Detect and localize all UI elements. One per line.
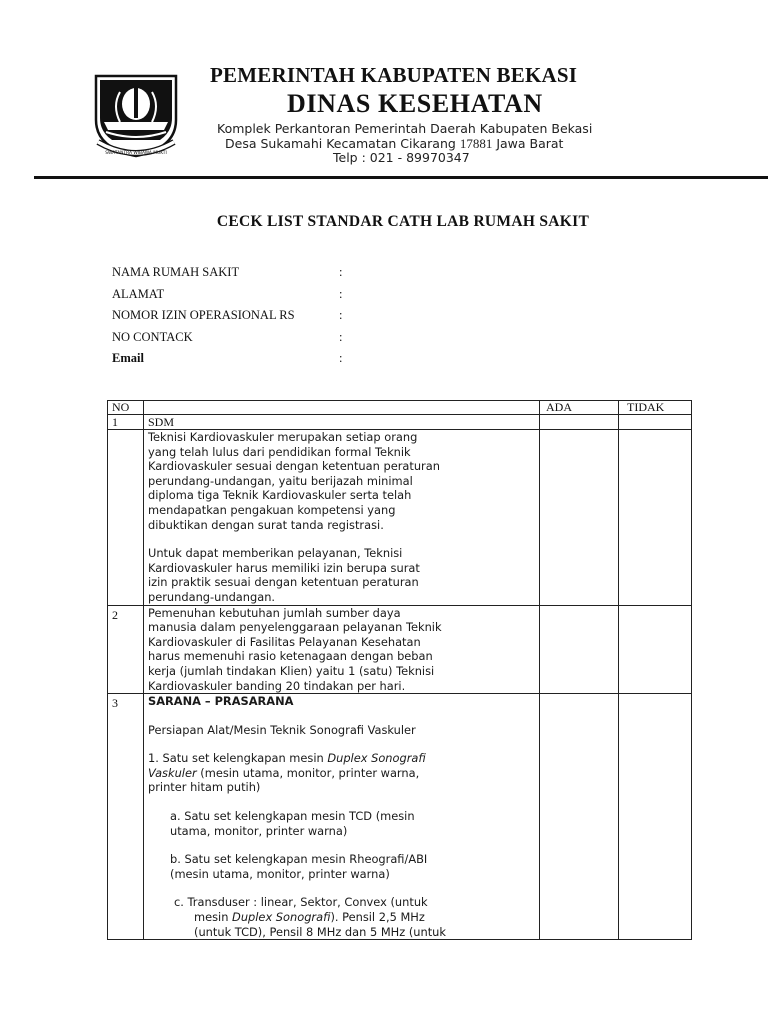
kop-government-name: PEMERINTAH KABUPATEN BEKASI: [210, 63, 578, 87]
table-row: [108, 430, 692, 606]
form-separator: :: [339, 265, 343, 279]
table-row: [108, 605, 692, 694]
form-separator: :: [339, 351, 343, 365]
section-title-sarana: SARANA – PRASARANA: [148, 694, 294, 709]
text-line: Kardiovaskuler di Fasilitas Pelayanan Kesehatan: [148, 634, 421, 649]
check-tidak-cell[interactable]: [619, 605, 692, 694]
check-ada-cell[interactable]: [540, 415, 619, 430]
kop-address-province: Jawa Barat: [496, 136, 564, 151]
text-line: Kardiovaskuler harus memiliki izin berupa surat: [148, 560, 420, 575]
letterhead-divider: [34, 176, 768, 179]
requirement-text: [144, 694, 540, 940]
form-row-email: [112, 351, 512, 373]
header-tidak: TIDAK: [619, 401, 692, 415]
form-label: ALAMAT: [112, 286, 165, 301]
section-title-sdm: SDM: [144, 415, 540, 430]
kop-agency-name: DINAS KESEHATAN: [287, 89, 543, 118]
table-row: [108, 415, 692, 430]
text-line: yang telah lulus dari pendidikan formal Teknik: [148, 444, 411, 459]
text-line: b. Satu set kelengkapan mesin Rheografi/ABI: [170, 852, 428, 867]
table-row: [108, 694, 692, 940]
text-line: Pemenuhan kebutuhan jumlah sumber daya: [148, 605, 401, 620]
text-line: manusia dalam penyelenggaraan pelayanan Teknik: [148, 620, 442, 635]
form-row-hospital-name: [112, 265, 512, 287]
form-row-license: [112, 308, 512, 330]
text-line: perundang-undangan, yaitu berijazah minimal: [148, 473, 413, 488]
kop-phone: Telp : 021 - 89970347: [333, 150, 470, 165]
header-no: NO: [108, 401, 144, 415]
form-label: NAMA RUMAH SAKIT: [112, 265, 240, 279]
text-line: Kardiovaskuler banding 20 tindakan per hari.: [148, 678, 406, 693]
form-row-contact: [112, 330, 512, 352]
text-fragment-italic: Vaskuler: [148, 765, 197, 780]
row-number: 2: [108, 605, 144, 694]
bekasi-crest-icon: [90, 70, 182, 160]
text-line: mendapatkan pengakuan kompetensi yang: [148, 502, 396, 517]
text-fragment: ). Pensil 2,5 MHz: [330, 910, 425, 925]
text-line: diploma tiga Teknik Kardiovaskuler serta telah: [148, 488, 412, 503]
text-line: izin praktik sesuai dengan ketentuan peraturan: [148, 575, 419, 590]
text-line: Teknisi Kardiovaskuler merupakan setiap orang: [148, 430, 418, 444]
check-ada-cell[interactable]: [540, 430, 619, 606]
form-label: Email: [112, 351, 144, 365]
row-number: 3: [108, 694, 144, 940]
text-line: (untuk TCD), Pensil 8 MHz dan 5 MHz (untuk: [194, 924, 446, 939]
checklist-table: [107, 400, 692, 940]
text-fragment: mesin: [194, 910, 233, 925]
document-title: CECK LIST STANDAR CATH LAB RUMAH SAKIT: [216, 213, 590, 230]
form-separator: :: [339, 308, 343, 322]
text-line: Persiapan Alat/Mesin Teknik Sonografi Vaskuler: [148, 722, 416, 737]
form-separator: :: [339, 329, 343, 344]
form-row-address: [112, 287, 512, 309]
text-line: harus memenuhi rasio ketenagaan dengan beban: [148, 649, 433, 664]
text-line: dibuktikan dengan surat tanda registrasi.: [148, 517, 384, 532]
hospital-info-form: [112, 265, 512, 373]
requirement-text: [144, 605, 540, 694]
text-line: Untuk dapat memberikan pelayanan, Teknisi: [148, 546, 403, 561]
header-item: [144, 401, 540, 415]
text-line: c. Transduser : linear, Sektor, Convex (untuk: [174, 895, 428, 910]
text-fragment: (mesin utama, monitor, printer warna,: [196, 765, 420, 780]
text-line: a. Satu set kelengkapan mesin TCD (mesin: [170, 809, 415, 824]
text-line: (mesin utama, monitor, printer warna): [170, 866, 390, 881]
row-number: [108, 430, 144, 606]
check-tidak-cell[interactable]: [619, 430, 692, 606]
kop-address-line-1: Komplek Perkantoran Pemerintah Daerah Kabupaten Bekasi: [217, 121, 593, 136]
text-line: [148, 751, 539, 766]
text-line: [148, 910, 539, 925]
text-line: perundang-undangan.: [148, 589, 276, 604]
check-tidak-cell[interactable]: [619, 415, 692, 430]
kop-address-village: Desa Sukamahi Kecamatan Cikarang: [225, 136, 456, 151]
text-line: printer hitam putih): [148, 780, 261, 795]
text-fragment-italic: Duplex Sonografi: [327, 751, 426, 766]
check-ada-cell[interactable]: [540, 605, 619, 694]
form-label: NO CONTACK: [112, 329, 193, 344]
row-number: 1: [108, 415, 144, 430]
kop-postal-code: 17881: [459, 136, 493, 151]
form-separator: :: [339, 286, 343, 301]
requirement-text: [144, 430, 540, 606]
header-ada: ADA: [540, 401, 619, 415]
form-label: NOMOR IZIN OPERASIONAL RS: [112, 308, 295, 322]
text-fragment-italic: Duplex Sonografi: [232, 910, 331, 925]
text-line: Kardiovaskuler sesuai dengan ketentuan peraturan: [148, 459, 440, 474]
text-line: kerja (jumlah tindakan Klien) yaitu 1 (satu) Teknisi: [148, 663, 435, 678]
text-line: [148, 766, 539, 781]
table-header-row: [108, 401, 692, 415]
check-ada-cell[interactable]: [540, 694, 619, 940]
text-fragment: 1. Satu set kelengkapan mesin: [148, 751, 328, 766]
check-tidak-cell[interactable]: [619, 694, 692, 940]
svg-text:SWATANTRA WIBAWA MUKTI: SWATANTRA WIBAWA MUKTI: [105, 151, 167, 156]
text-line: utama, monitor, printer warna): [170, 823, 348, 838]
